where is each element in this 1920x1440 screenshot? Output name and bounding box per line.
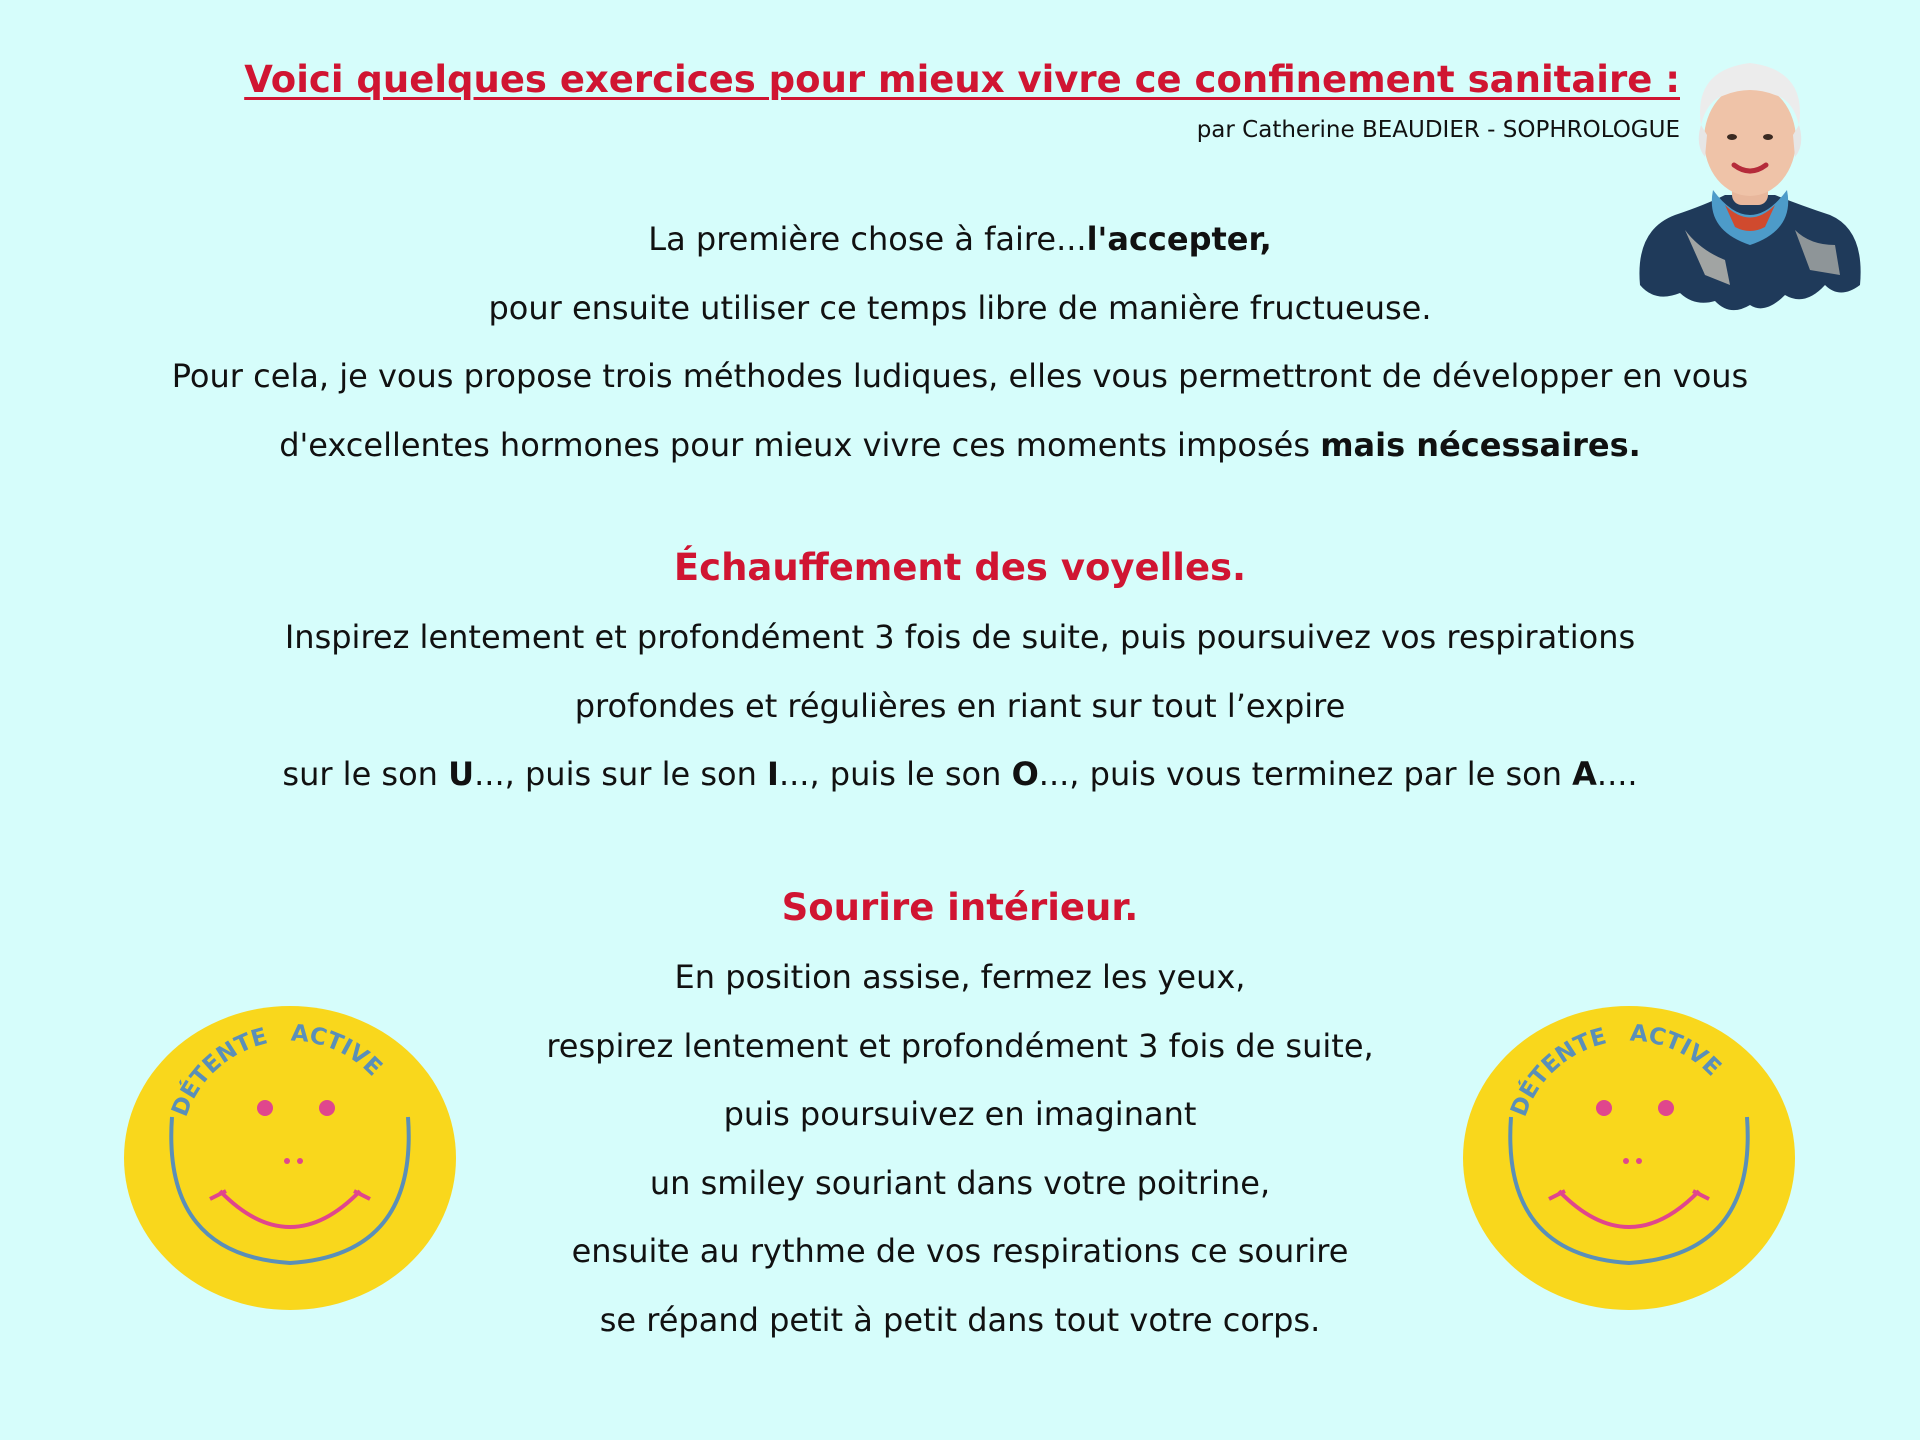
- author-line: par Catherine BEAUDIER - SOPHROLOGUE: [1196, 117, 1680, 143]
- badge-text: DÉTENTE ACTIVE: [167, 1020, 387, 1121]
- smile-line-4: un smiley souriant dans votre poitrine,: [649, 1163, 1271, 1202]
- intro-line-1: La première chose à faire...l'accepter,: [648, 220, 1272, 258]
- vowels-line-1: Inspirez lentement et profondément 3 fois de suite, puis poursuivez vos respirations: [284, 618, 1636, 656]
- smile-line-3: puis poursuivez en imaginant: [723, 1095, 1197, 1133]
- smiley-badge-right: [1461, 1005, 1797, 1311]
- badge-text: DÉTENTE ACTIVE: [1506, 1020, 1726, 1121]
- vowels-line-2: profondes et régulières en riant sur tout l’expire: [574, 686, 1346, 725]
- vowels-line-3: sur le son U..., puis sur le son I..., puis le son O..., puis vous terminez par le son A....: [282, 755, 1638, 793]
- page-title: Voici quelques exercices pour mieux vivre ce confinement sanitaire :: [244, 58, 1680, 101]
- smiley-badge-left: [122, 1005, 458, 1311]
- intro-line-4: d'excellentes hormones pour mieux vivre ces moments imposés mais nécessaires.: [279, 425, 1641, 464]
- intro-line-3: Pour cela, je vous propose trois méthodes ludiques, elles vous permettront de développer en vous: [171, 357, 1749, 395]
- intro-line-2: pour ensuite utiliser ce temps libre de manière fructueuse.: [488, 288, 1432, 327]
- smile-line-5: ensuite au rythme de vos respirations ce sourire: [571, 1232, 1349, 1270]
- smile-line-6: se répand petit à petit dans tout votre corps.: [599, 1300, 1321, 1339]
- smile-line-2: respirez lentement et profondément 3 fois de suite,: [546, 1026, 1374, 1065]
- section-heading-vowels: Échauffement des voyelles.: [673, 546, 1247, 589]
- section-heading-smile: Sourire intérieur.: [781, 886, 1139, 929]
- smile-line-1: En position assise, fermez les yeux,: [674, 958, 1246, 996]
